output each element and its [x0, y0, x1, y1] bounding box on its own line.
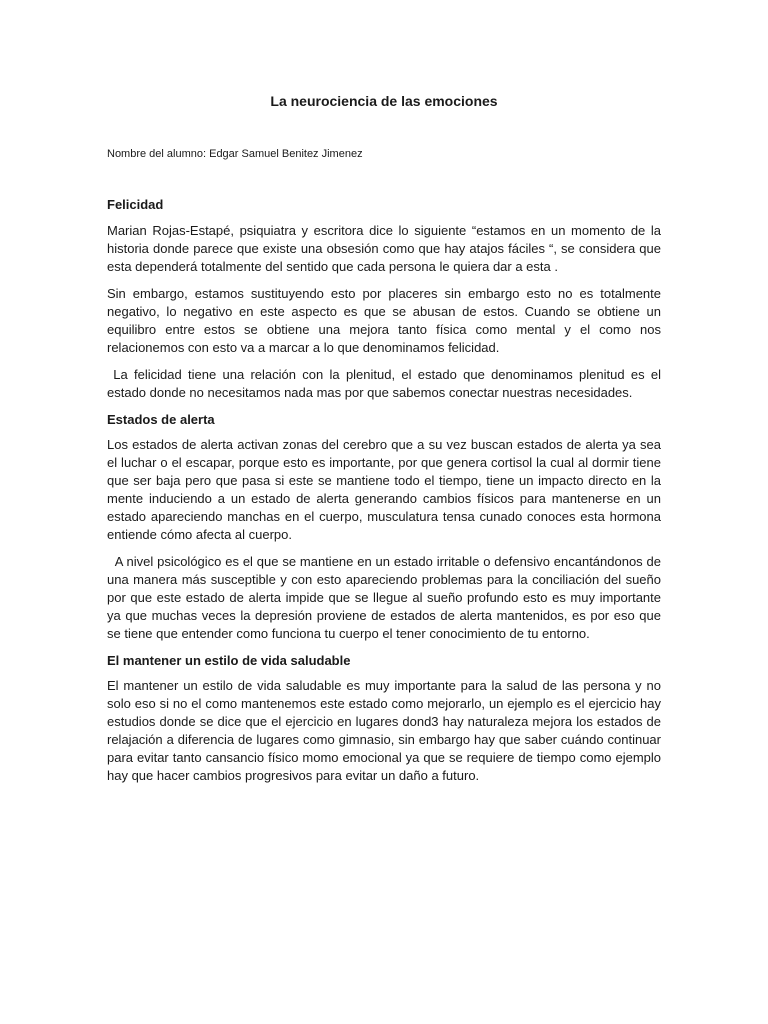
section-felicidad — [107, 196, 665, 402]
paragraph: Marian Rojas-Estapé, psiquiatra y escritora dice lo siguiente “estamos en un momento de la historia donde parece que existe una obsesión como que hay atajos fáciles “, se considera que esta dependerá totalmente del sentido que cada persona le quiera dar a esta . — [107, 223, 661, 274]
paragraph: Sin embargo, estamos sustituyendo esto por placeres sin embargo esto no es totalmente negativo, lo negativo en este aspecto es que se abusan de estos. Cuando se obtiene un equilibro entre estos se obtiene una mejora tanto física como mental y el como nos relacionemos con esto va a marcar a lo que denominamos felicidad. — [107, 286, 661, 355]
paragraph: A nivel psicológico es el que se mantiene en un estado irritable o defensivo encantándonos de una manera más susceptible y con esto apareciendo problemas para la conciliación del sueño por que este estado de alerta impide que se llegue al sueño profundo esto es muy importante ya que muchas veces la depresión proviene de estados de alerta mantenidos, es por eso que se tiene que entender como funciona tu cuerpo el tener conocimiento de tu entorno. — [107, 554, 665, 641]
paragraph: El mantener un estilo de vida saludable es muy importante para la salud de las persona y no solo eso si no el como mantenemos este estado como mejorarlo, un ejemplo es el ejercicio hay estudios donde se dice que el ejercicio en lugares dond3 hay naturaleza mejora los estados de relajación a diferencia de lugares como gimnasio, sin embargo hay que saber cuándo continuar para evitar tanto cansancio físico momo emocional ya que se requiere de tiempo como ejemplo hay que hacer cambios progresivos para evitar un daño a futuro. — [107, 678, 661, 783]
section-estados-de-alerta — [107, 411, 665, 643]
student-name-line: Nombre del alumno: Edgar Samuel Benitez Jimenez — [107, 148, 363, 160]
section-heading: Estados de alerta — [107, 412, 215, 427]
document-title: La neurociencia de las emociones — [270, 93, 498, 109]
section-estilo-de-vida — [107, 652, 661, 785]
paragraph: Los estados de alerta activan zonas del cerebro que a su vez buscan estados de alerta ya sea el luchar o el escapar, porque esto es importante, por que genera cortisol la cual al dormir tiene que ser baja pero que pasa si este se mantiene todo el tiempo, tiene un impacto directo en la mente induciendo a un estado de alerta generando cambios físicos para mantenerse en un estado apareciendo manchas en el cuerpo, musculatura tensa cunado conoces esta hormona entiende cómo afecta al cuerpo. — [107, 437, 661, 542]
document-body — [107, 196, 665, 794]
paragraph: La felicidad tiene una relación con la plenitud, el estado que denominamos plenitud es el estado donde no necesitamos nada mas por que sabemos conectar nuestras necesidades. — [107, 367, 665, 400]
section-heading: Felicidad — [107, 197, 164, 212]
section-heading: El mantener un estilo de vida saludable — [107, 653, 351, 668]
document-page — [107, 0, 665, 1024]
